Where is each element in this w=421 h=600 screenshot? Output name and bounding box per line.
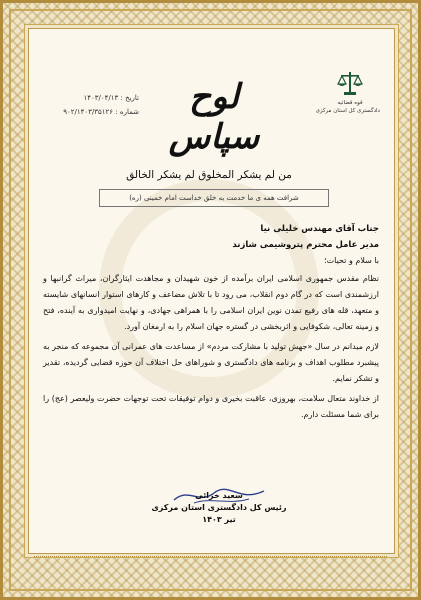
signature-block: [139, 491, 299, 524]
scales-of-justice-icon: [337, 69, 363, 99]
signature-date: تیر ۱۴۰۳: [202, 515, 236, 524]
letter-body: [43, 221, 379, 427]
date-label: تاریخ :: [120, 94, 139, 102]
number-value: ۹۰۲/۱۴۰۳/۳۵۱۲۶: [63, 108, 114, 116]
signer-title: رئیس کل دادگستری استان مرکزی: [151, 503, 287, 512]
recipient-name: جناب آقای مهندس خلیلی نیا: [260, 224, 379, 234]
hadith-quote: من لم یشکر المخلوق لم یشکر الخالق: [126, 169, 292, 181]
recipient-position: مدیر عامل محترم پتروشیمی شازند: [232, 240, 379, 250]
certificate-title: لوح سپاس: [168, 77, 260, 157]
reference-meta: [39, 91, 139, 119]
signer-name: سعید خزائی: [195, 491, 243, 500]
number-label: شماره :: [115, 108, 139, 116]
quote-banner: شرافت همه ی ما خدمت به خلق خداست امام خمینی (ره): [99, 189, 329, 207]
number-row: [39, 105, 139, 119]
footer-strip: [34, 556, 387, 567]
paragraph-2: لازم میدانم در سال «جهش تولید با مشارکت مردم» از مساعدت های عمرانی آن مجموعه که منجر به پیشبرد مطلوب اهداف و برنامه های دادگستری و شوراهای حل اختلاف آن حوزه قضایی گردیده، تقدیر و تشکر نمایم.: [43, 342, 379, 383]
paragraph-3: از خداوند متعال سلامت، بهروزی، عاقبت بخیری و دوام توفیقات تحت توجهات حضرت ولیعصر (عج) را برای شما مسئلت دارم.: [43, 394, 379, 419]
emblem-line-2: دادگستری کل استان مرکزی: [315, 108, 380, 114]
date-value: ۱۴۰۳/۰۴/۱۳: [83, 94, 119, 102]
greeting: با سلام و تحیات؛: [324, 256, 379, 265]
judiciary-emblem: [315, 69, 380, 115]
paragraph-1: نظام مقدس جمهوری اسلامی ایران برآمده از خون شهیدان و مجاهدت ایثارگران، میراث گرانبها و ارزشمندی است که در گام دوم انقلاب، می رود تا با تلاش مضاعف و کارهای استوار انسانهای شایسته و متعهد، قله های رفیع تمدن نوین ایران اسلامی را با همراهی جهادی، و نهایت امیدواری به آینده، فتح و زمینه تعالی، شکوفایی و اثربخشی در گستره جهان اسلام را به ارمغان آورد.: [43, 274, 379, 331]
certificate-paper: [28, 28, 395, 554]
date-row: [39, 91, 139, 105]
emblem-line-1: قوه قضائیه: [337, 100, 363, 106]
